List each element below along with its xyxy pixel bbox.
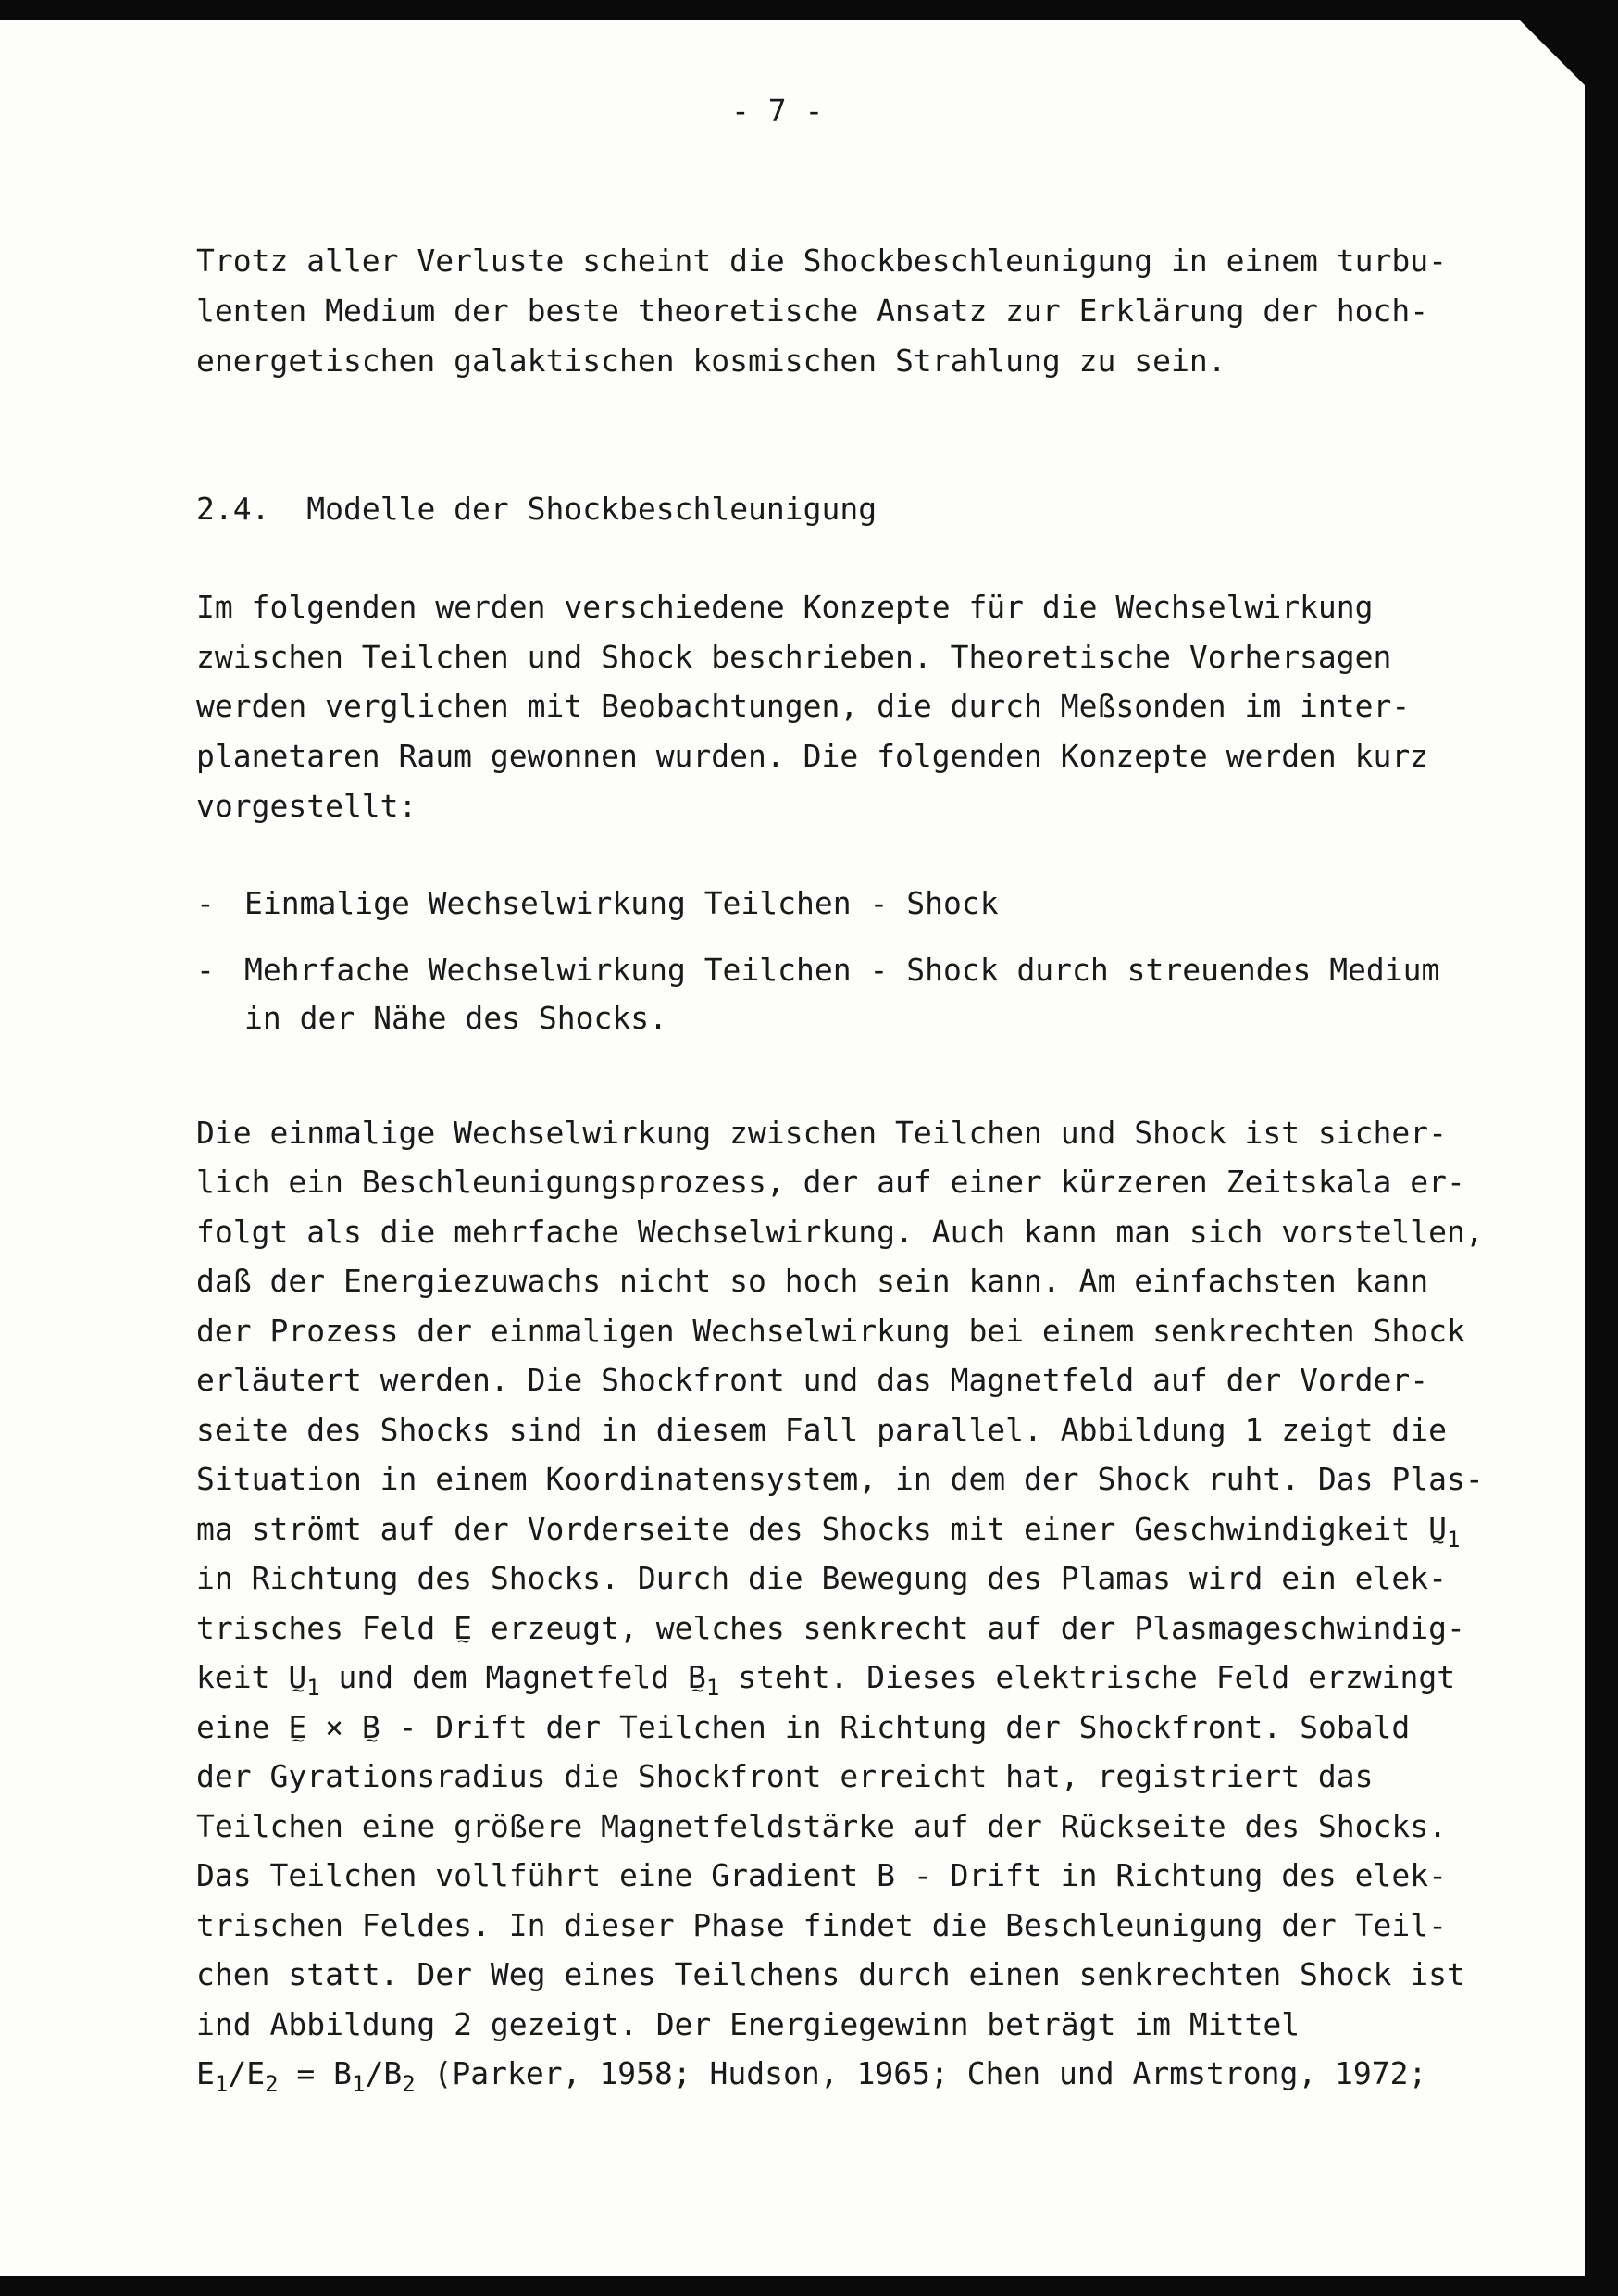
line-text: trisches Feld xyxy=(196,1610,454,1646)
section-title: Modelle der Shockbeschleunigung xyxy=(306,491,877,527)
energy-symbol: E xyxy=(196,2055,215,2091)
vector-u-symbol: U ~ xyxy=(288,1659,306,1696)
paragraph-3-line-11 xyxy=(196,1610,1465,1647)
paragraph-2-line-3: werden verglichen mit Beobachtungen, die durch Meßsonden im inter- xyxy=(196,688,1411,724)
subscript: 1 xyxy=(705,1675,720,1701)
paragraph-1-line-1: Trotz aller Verluste scheint die Shockbeschleunigung in einem turbu- xyxy=(196,243,1448,279)
line-text: eine xyxy=(196,1709,289,1745)
paragraph-3-line-6: erläutert werden. Die Shockfront und das Magnetfeld auf der Vorder- xyxy=(196,1362,1429,1398)
section-heading xyxy=(196,491,877,528)
list-item-bullet: - xyxy=(196,952,215,988)
paragraph-3-line-8: Situation in einem Koordinatensystem, in dem der Shock ruht. Das Plas- xyxy=(196,1461,1484,1497)
list-item-1: Einmalige Wechselwirkung Teilchen - Shock xyxy=(244,885,999,921)
subscript: 2 xyxy=(265,2071,279,2097)
line-text: keit xyxy=(196,1659,289,1695)
paragraph-3-line-9 xyxy=(196,1511,1460,1551)
paragraph-3-line-18: chen statt. Der Weg eines Teilchens durch einen senkrechten Shock ist xyxy=(196,1956,1465,1992)
paragraph-1-line-2: lenten Medium der beste theoretische Ansatz zur Erklärung der hoch- xyxy=(196,293,1429,329)
paragraph-3-line-16: Das Teilchen vollführt eine Gradient B - Drift in Richtung des elek- xyxy=(196,1857,1448,1893)
paragraph-3-line-13 xyxy=(196,1709,1410,1746)
paragraph-2-line-5: vorgestellt: xyxy=(196,788,417,824)
paragraph-3-line-4: daß der Energiezuwachs nicht so hoch sein kann. Am einfachsten kann xyxy=(196,1263,1429,1299)
paragraph-3-line-20 xyxy=(196,2055,1426,2095)
vector-b-symbol: B ~ xyxy=(362,1709,380,1746)
vector-u-symbol: U ~ xyxy=(1428,1511,1447,1548)
citation-text: (Parker, 1958; Hudson, 1965; Chen und Armstrong, 1972; xyxy=(415,2055,1427,2091)
paragraph-3-line-17: trischen Feldes. In dieser Phase findet die Beschleunigung der Teil- xyxy=(196,1907,1448,1943)
paragraph-3-line-7: seite des Shocks sind in diesem Fall parallel. Abbildung 1 zeigt die xyxy=(196,1412,1448,1448)
line-text: steht. Dieses elektrische Feld erzwingt xyxy=(719,1659,1456,1695)
paragraph-3-line-10: in Richtung des Shocks. Durch die Bewegung des Plamas wird ein elek- xyxy=(196,1560,1448,1596)
paragraph-3-line-15: Teilchen eine größere Magnetfeldstärke auf der Rückseite des Shocks. xyxy=(196,1808,1448,1844)
subscript: 2 xyxy=(402,2071,416,2097)
vector-b-symbol: B ~ xyxy=(688,1659,706,1696)
list-item-2-line-2: in der Nähe des Shocks. xyxy=(244,1000,667,1036)
paragraph-1-line-3: energetischen galaktischen kosmischen Strahlung zu sein. xyxy=(196,343,1226,379)
paragraph-2-line-4: planetaren Raum gewonnen wurden. Die folgenden Konzepte werden kurz xyxy=(196,738,1429,774)
paragraph-2-line-2: zwischen Teilchen und Shock beschrieben. Theoretische Vorhersagen xyxy=(196,639,1392,675)
section-number: 2.4. xyxy=(196,491,270,527)
paragraph-3-line-1: Die einmalige Wechselwirkung zwischen Teilchen und Shock ist sicher- xyxy=(196,1115,1448,1151)
paragraph-3-line-14: der Gyrationsradius die Shockfront erreicht hat, registriert das xyxy=(196,1758,1374,1794)
paragraph-2-line-1: Im folgenden werden verschiedene Konzepte für die Wechselwirkung xyxy=(196,589,1374,625)
vector-e-symbol: E ~ xyxy=(288,1709,306,1746)
page-number: - 7 - xyxy=(731,93,824,129)
vector-e-symbol: E ~ xyxy=(454,1610,472,1647)
line-text: erzeugt, welches senkrecht auf der Plasmageschwindig- xyxy=(472,1610,1465,1646)
subscript: 1 xyxy=(1447,1527,1461,1553)
folded-corner xyxy=(1520,20,1585,85)
paragraph-3-line-12 xyxy=(196,1659,1455,1699)
line-text: - Drift der Teilchen in Richtung der Shockfront. Sobald xyxy=(380,1709,1411,1745)
line-text: /E xyxy=(228,2055,266,2091)
paragraph-3-line-2: lich ein Beschleunigungsprozess, der auf einer kürzeren Zeitskala er- xyxy=(196,1164,1465,1200)
list-item-2-line-1: Mehrfache Wechselwirkung Teilchen - Shock durch streuendes Medium xyxy=(244,952,1440,988)
line-text: ma strömt auf der Vorderseite des Shocks mit einer Geschwindigkeit xyxy=(196,1511,1429,1547)
paragraph-3-line-5: der Prozess der einmaligen Wechselwirkung bei einem senkrechten Shock xyxy=(196,1313,1465,1349)
line-text: und dem Magnetfeld xyxy=(319,1659,689,1695)
cross-operator: × xyxy=(306,1709,362,1745)
subscript: 1 xyxy=(306,1675,320,1701)
subscript: 1 xyxy=(352,2071,366,2097)
line-text: /B xyxy=(365,2055,403,2091)
paragraph-3-line-3: folgt als die mehrfache Wechselwirkung. Auch kann man sich vorstellen, xyxy=(196,1214,1484,1250)
subscript: 1 xyxy=(214,2071,229,2097)
list-item-bullet: - xyxy=(196,885,215,921)
line-text: = B xyxy=(278,2055,353,2091)
paragraph-3-line-19: ind Abbildung 2 gezeigt. Der Energiegewinn beträgt im Mittel xyxy=(196,2006,1301,2042)
